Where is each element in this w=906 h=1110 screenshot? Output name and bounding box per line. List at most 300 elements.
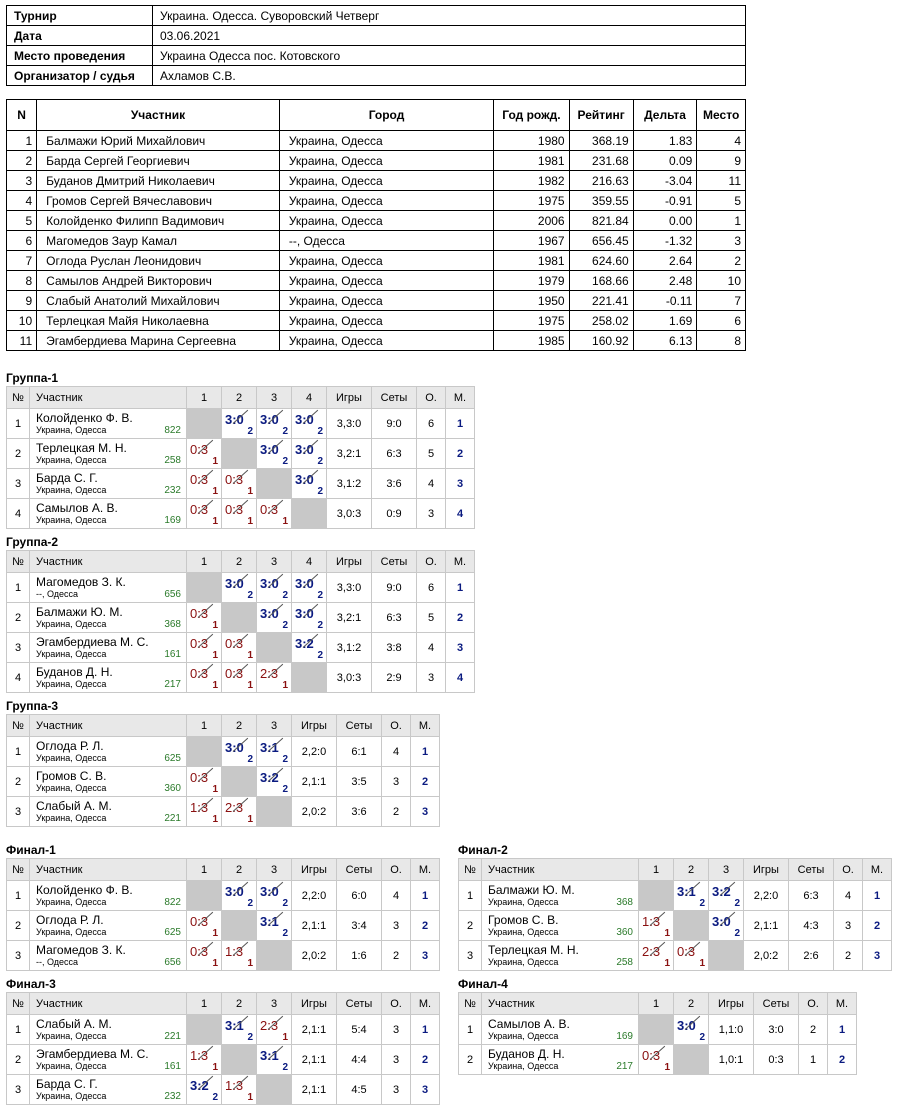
- group-column-header: Игры: [327, 551, 372, 573]
- group-header-row: [7, 993, 440, 1015]
- match-score-cell: [709, 881, 744, 911]
- sets-cell: 2:9: [372, 663, 417, 693]
- participant-cell: 5: [7, 211, 37, 231]
- match-points: 2: [282, 590, 288, 601]
- match-score: 0:3: [642, 1048, 661, 1063]
- group-row: [7, 1015, 440, 1045]
- match-score-cell: [257, 499, 292, 529]
- place-cell: 4: [446, 663, 475, 693]
- match-points: 2: [247, 426, 253, 437]
- participant-cell: 9: [7, 291, 37, 311]
- group-column-header: №: [7, 387, 30, 409]
- group-column-header: О.: [382, 859, 411, 881]
- group-row: [7, 439, 475, 469]
- player-cell: [482, 941, 639, 971]
- self-cell: [222, 603, 257, 633]
- match-score: 3:0: [295, 606, 314, 621]
- group-column-header: О.: [382, 993, 411, 1015]
- place-cell: 2: [411, 1045, 440, 1075]
- player-rating: 161: [164, 649, 181, 660]
- group-row: [459, 941, 892, 971]
- match-points: 1: [212, 784, 218, 795]
- self-cell: [257, 633, 292, 663]
- player-name: Слабый А. М.: [36, 798, 112, 813]
- points-cell: 5: [417, 603, 446, 633]
- match-points: 2: [282, 928, 288, 939]
- match-points: 1: [247, 486, 253, 497]
- row-number: 3: [459, 941, 482, 971]
- participant-cell: Украина, Одесса: [279, 171, 493, 191]
- match-points: 2: [699, 898, 705, 909]
- group-table: [6, 992, 440, 1105]
- match-points: 2: [734, 928, 740, 939]
- place-cell: 1: [828, 1015, 857, 1045]
- match-score-cell: [257, 1045, 292, 1075]
- match-score-cell: [222, 573, 257, 603]
- player-city: Украина, Одесса: [36, 782, 107, 793]
- place-cell: 2: [446, 439, 475, 469]
- player-city: Украина, Одесса: [36, 454, 107, 465]
- points-cell: 3: [382, 767, 411, 797]
- participant-row: [7, 271, 746, 291]
- info-value: 03.06.2021: [153, 26, 746, 46]
- player-cell: [30, 469, 187, 499]
- participant-cell: -3.04: [633, 171, 697, 191]
- place-cell: 4: [446, 499, 475, 529]
- group-row: [7, 1045, 440, 1075]
- participant-row: [7, 191, 746, 211]
- participant-cell: Магомедов Заур Камал: [37, 231, 280, 251]
- group-table: [6, 858, 440, 971]
- participant-row: [7, 171, 746, 191]
- player-rating: 232: [164, 485, 181, 496]
- participant-cell: 359.55: [569, 191, 633, 211]
- points-cell: 4: [382, 881, 411, 911]
- self-cell: [222, 439, 257, 469]
- points-cell: 1: [799, 1045, 828, 1075]
- player-city: Украина, Одесса: [36, 678, 107, 689]
- group-column-header: М.: [446, 387, 475, 409]
- group-column-header: №: [7, 993, 30, 1015]
- games-cell: 2,0:2: [744, 941, 789, 971]
- match-score: 3:0: [677, 1018, 696, 1033]
- games-cell: 2,1:1: [292, 1045, 337, 1075]
- place-cell: 1: [411, 1015, 440, 1045]
- group-column-header: Игры: [292, 859, 337, 881]
- group-column-header: М.: [828, 993, 857, 1015]
- group-header-row: [7, 551, 475, 573]
- participants-table: [6, 99, 746, 351]
- match-score: 0:3: [190, 636, 209, 651]
- points-cell: 3: [382, 911, 411, 941]
- player-name: Буданов Д. Н.: [488, 1046, 565, 1061]
- group-row: [459, 911, 892, 941]
- group-row: [7, 941, 440, 971]
- player-city: Украина, Одесса: [36, 514, 107, 525]
- row-number: 3: [7, 1075, 30, 1105]
- participant-cell: 8: [7, 271, 37, 291]
- group-title: Финал-2: [458, 843, 508, 857]
- games-cell: 3,1:2: [327, 633, 372, 663]
- group-column-header: Сеты: [754, 993, 799, 1015]
- row-number: 3: [7, 797, 30, 827]
- info-key: Место проведения: [7, 46, 153, 66]
- sets-cell: 3:5: [337, 767, 382, 797]
- self-cell: [709, 941, 744, 971]
- player-city: Украина, Одесса: [488, 1060, 559, 1071]
- participant-cell: 2.48: [633, 271, 697, 291]
- match-points: 1: [247, 814, 253, 825]
- group-column-header: 2: [222, 715, 257, 737]
- group-column-header: Участник: [30, 387, 187, 409]
- info-key: Дата: [7, 26, 153, 46]
- sets-cell: 6:1: [337, 737, 382, 767]
- points-cell: 2: [834, 941, 863, 971]
- self-cell: [639, 1015, 674, 1045]
- group-row: [7, 737, 440, 767]
- games-cell: 3,1:2: [327, 469, 372, 499]
- match-score-cell: [187, 499, 222, 529]
- participant-cell: 656.45: [569, 231, 633, 251]
- participant-cell: 221.41: [569, 291, 633, 311]
- group-row: [7, 499, 475, 529]
- match-points: 2: [247, 898, 253, 909]
- match-points: 2: [247, 590, 253, 601]
- match-score-cell: [187, 603, 222, 633]
- place-cell: 1: [446, 573, 475, 603]
- group-title: Группа-1: [6, 371, 59, 385]
- match-score-cell: [187, 767, 222, 797]
- match-points: 1: [247, 958, 253, 969]
- match-points: 2: [317, 620, 323, 631]
- group-header-row: [459, 859, 892, 881]
- match-score-cell: [257, 767, 292, 797]
- match-score: 2:3: [260, 1018, 279, 1033]
- match-score-cell: [674, 881, 709, 911]
- player-city: Украина, Одесса: [36, 648, 107, 659]
- player-cell: [30, 881, 187, 911]
- group-row: [459, 881, 892, 911]
- participant-cell: Оглода Руслан Леонидович: [37, 251, 280, 271]
- match-score-cell: [187, 797, 222, 827]
- group-column-header: М.: [411, 859, 440, 881]
- participant-cell: Украина, Одесса: [279, 331, 493, 351]
- sets-cell: 6:3: [372, 603, 417, 633]
- sets-cell: 3:4: [337, 911, 382, 941]
- games-cell: 2,1:1: [292, 767, 337, 797]
- match-score: 3:0: [295, 442, 314, 457]
- points-cell: 2: [382, 941, 411, 971]
- games-cell: 1,0:1: [709, 1045, 754, 1075]
- column-header: N: [7, 100, 37, 131]
- match-score-cell: [187, 439, 222, 469]
- group-column-header: Игры: [292, 993, 337, 1015]
- group-column-header: М.: [863, 859, 892, 881]
- participant-cell: -0.11: [633, 291, 697, 311]
- group-column-header: Игры: [744, 859, 789, 881]
- participant-cell: Громов Сергей Вячеславович: [37, 191, 280, 211]
- group-column-header: Сеты: [337, 715, 382, 737]
- match-points: 2: [317, 650, 323, 661]
- group-row: [7, 573, 475, 603]
- player-cell: [482, 1015, 639, 1045]
- group-column-header: 1: [639, 993, 674, 1015]
- place-cell: 3: [446, 633, 475, 663]
- match-score-cell: [222, 797, 257, 827]
- player-rating: 258: [164, 455, 181, 466]
- group-column-header: О.: [799, 993, 828, 1015]
- games-cell: 3,2:1: [327, 603, 372, 633]
- group-header-row: [7, 387, 475, 409]
- match-score-cell: [674, 1015, 709, 1045]
- match-score: 2:3: [642, 944, 661, 959]
- sets-cell: 3:8: [372, 633, 417, 663]
- player-cell: [30, 499, 187, 529]
- group-column-header: 2: [222, 859, 257, 881]
- info-key: Организатор / судья: [7, 66, 153, 86]
- player-rating: 360: [164, 783, 181, 794]
- row-number: 1: [459, 881, 482, 911]
- participant-cell: Колойденко Филипп Вадимович: [37, 211, 280, 231]
- match-score-cell: [257, 881, 292, 911]
- group-column-header: 2: [674, 993, 709, 1015]
- row-number: 2: [459, 911, 482, 941]
- match-points: 1: [282, 1032, 288, 1043]
- participant-row: [7, 311, 746, 331]
- match-points: 1: [212, 486, 218, 497]
- player-city: Украина, Одесса: [36, 752, 107, 763]
- row-number: 3: [7, 469, 30, 499]
- player-rating: 360: [616, 927, 633, 938]
- participant-cell: --, Одесса: [279, 231, 493, 251]
- match-score-cell: [222, 737, 257, 767]
- group-header-row: [459, 993, 857, 1015]
- match-score: 0:3: [190, 442, 209, 457]
- row-number: 1: [7, 409, 30, 439]
- match-score: 0:3: [190, 666, 209, 681]
- group-column-header: №: [7, 859, 30, 881]
- player-rating: 368: [616, 897, 633, 908]
- group-row: [7, 797, 440, 827]
- match-score-cell: [222, 881, 257, 911]
- player-rating: 217: [616, 1061, 633, 1072]
- match-score: 0:3: [225, 502, 244, 517]
- group-header-row: [7, 859, 440, 881]
- match-points: 1: [212, 814, 218, 825]
- match-score-cell: [187, 911, 222, 941]
- participant-cell: 1.69: [633, 311, 697, 331]
- group-column-header: Участник: [482, 859, 639, 881]
- match-score-cell: [222, 469, 257, 499]
- group-column-header: 1: [187, 993, 222, 1015]
- group-title: Группа-2: [6, 535, 59, 549]
- participant-cell: 7: [7, 251, 37, 271]
- games-cell: 2,2:0: [292, 737, 337, 767]
- match-points: 2: [317, 456, 323, 467]
- place-cell: 1: [411, 881, 440, 911]
- player-name: Слабый А. М.: [36, 1016, 112, 1031]
- tournament-info-table: [6, 5, 746, 86]
- group-row: [7, 881, 440, 911]
- points-cell: 3: [834, 911, 863, 941]
- match-points: 2: [282, 620, 288, 631]
- row-number: 1: [7, 737, 30, 767]
- place-cell: 2: [863, 911, 892, 941]
- player-city: Украина, Одесса: [36, 896, 107, 907]
- match-score-cell: [257, 439, 292, 469]
- row-number: 3: [7, 941, 30, 971]
- place-cell: 3: [411, 941, 440, 971]
- match-score-cell: [257, 737, 292, 767]
- self-cell: [222, 911, 257, 941]
- place-cell: 1: [411, 737, 440, 767]
- match-points: 1: [212, 928, 218, 939]
- player-cell: [30, 1045, 187, 1075]
- match-score-cell: [257, 573, 292, 603]
- row-number: 1: [459, 1015, 482, 1045]
- group-row: [459, 1015, 857, 1045]
- participant-cell: 2: [7, 151, 37, 171]
- games-cell: 3,2:1: [327, 439, 372, 469]
- participant-cell: 2.64: [633, 251, 697, 271]
- participant-cell: Самылов Андрей Викторович: [37, 271, 280, 291]
- sets-cell: 0:3: [754, 1045, 799, 1075]
- match-score-cell: [257, 663, 292, 693]
- match-score: 3:1: [677, 884, 696, 899]
- participant-cell: 1985: [494, 331, 569, 351]
- self-cell: [257, 469, 292, 499]
- player-cell: [30, 663, 187, 693]
- group-column-header: Игры: [327, 387, 372, 409]
- group-row: [7, 603, 475, 633]
- self-cell: [187, 881, 222, 911]
- match-score-cell: [257, 911, 292, 941]
- group-column-header: Сеты: [337, 993, 382, 1015]
- match-score-cell: [639, 941, 674, 971]
- match-points: 1: [247, 650, 253, 661]
- match-points: 1: [212, 456, 218, 467]
- participant-cell: 216.63: [569, 171, 633, 191]
- participant-cell: Украина, Одесса: [279, 131, 493, 151]
- match-score: 0:3: [260, 502, 279, 517]
- group-column-header: 3: [257, 387, 292, 409]
- group-column-header: Участник: [30, 551, 187, 573]
- self-cell: [187, 1015, 222, 1045]
- match-score: 3:1: [260, 1048, 279, 1063]
- player-city: Украина, Одесса: [36, 424, 107, 435]
- info-row: [7, 6, 746, 26]
- player-city: Украина, Одесса: [36, 484, 107, 495]
- self-cell: [257, 941, 292, 971]
- self-cell: [292, 663, 327, 693]
- sets-cell: 6:3: [789, 881, 834, 911]
- player-city: Украина, Одесса: [488, 896, 559, 907]
- place-cell: 2: [411, 767, 440, 797]
- games-cell: 3,3:0: [327, 409, 372, 439]
- player-name: Самылов А. В.: [36, 500, 118, 515]
- match-points: 2: [282, 898, 288, 909]
- participant-cell: 1975: [494, 311, 569, 331]
- match-points: 2: [282, 456, 288, 467]
- player-rating: 822: [164, 897, 181, 908]
- player-rating: 368: [164, 619, 181, 630]
- player-city: Украина, Одесса: [36, 1090, 107, 1101]
- participant-cell: 821.84: [569, 211, 633, 231]
- participant-cell: 0.09: [633, 151, 697, 171]
- sets-cell: 6:3: [372, 439, 417, 469]
- sets-cell: 3:0: [754, 1015, 799, 1045]
- match-points: 2: [699, 1032, 705, 1043]
- participant-cell: 258.02: [569, 311, 633, 331]
- self-cell: [674, 1045, 709, 1075]
- participant-cell: Украина, Одесса: [279, 291, 493, 311]
- match-points: 1: [212, 958, 218, 969]
- row-number: 2: [7, 767, 30, 797]
- info-value: Ахламов С.В.: [153, 66, 746, 86]
- match-score: 0:3: [190, 502, 209, 517]
- place-cell: 1: [446, 409, 475, 439]
- match-points: 1: [212, 680, 218, 691]
- group-row: [459, 1045, 857, 1075]
- row-number: 2: [459, 1045, 482, 1075]
- group-column-header: 1: [187, 551, 222, 573]
- group-column-header: О.: [834, 859, 863, 881]
- player-rating: 217: [164, 679, 181, 690]
- group-column-header: №: [459, 859, 482, 881]
- sets-cell: 2:6: [789, 941, 834, 971]
- participant-cell: Украина, Одесса: [279, 191, 493, 211]
- match-score: 3:0: [225, 740, 244, 755]
- match-score: 1:3: [190, 1048, 209, 1063]
- row-number: 3: [7, 633, 30, 663]
- player-cell: [30, 409, 187, 439]
- player-city: --, Одесса: [36, 588, 79, 599]
- sets-cell: 9:0: [372, 573, 417, 603]
- self-cell: [292, 499, 327, 529]
- match-score: 0:3: [190, 606, 209, 621]
- group-column-header: Сеты: [337, 859, 382, 881]
- group-column-header: 2: [674, 859, 709, 881]
- player-city: Украина, Одесса: [36, 1060, 107, 1071]
- match-score: 1:3: [225, 944, 244, 959]
- games-cell: 1,1:0: [709, 1015, 754, 1045]
- match-points: 1: [212, 620, 218, 631]
- participant-cell: 368.19: [569, 131, 633, 151]
- player-cell: [30, 1075, 187, 1105]
- points-cell: 4: [834, 881, 863, 911]
- participant-row: [7, 291, 746, 311]
- player-cell: [30, 633, 187, 663]
- column-header: Город: [279, 100, 493, 131]
- player-cell: [30, 737, 187, 767]
- match-score: 0:3: [225, 472, 244, 487]
- match-score: 3:1: [260, 740, 279, 755]
- player-cell: [30, 941, 187, 971]
- group-column-header: Участник: [482, 993, 639, 1015]
- info-value: Украина. Одесса. Суворовский Четверг: [153, 6, 746, 26]
- group-column-header: Сеты: [372, 551, 417, 573]
- group-row: [7, 1075, 440, 1105]
- games-cell: 2,2:0: [744, 881, 789, 911]
- participant-cell: -1.32: [633, 231, 697, 251]
- match-score-cell: [709, 911, 744, 941]
- match-score-cell: [222, 633, 257, 663]
- player-name: Терлецкая М. Н.: [36, 440, 127, 455]
- participant-cell: 2006: [494, 211, 569, 231]
- match-score: 3:0: [295, 472, 314, 487]
- player-name: Магомедов З. К.: [36, 574, 126, 589]
- player-rating: 169: [616, 1031, 633, 1042]
